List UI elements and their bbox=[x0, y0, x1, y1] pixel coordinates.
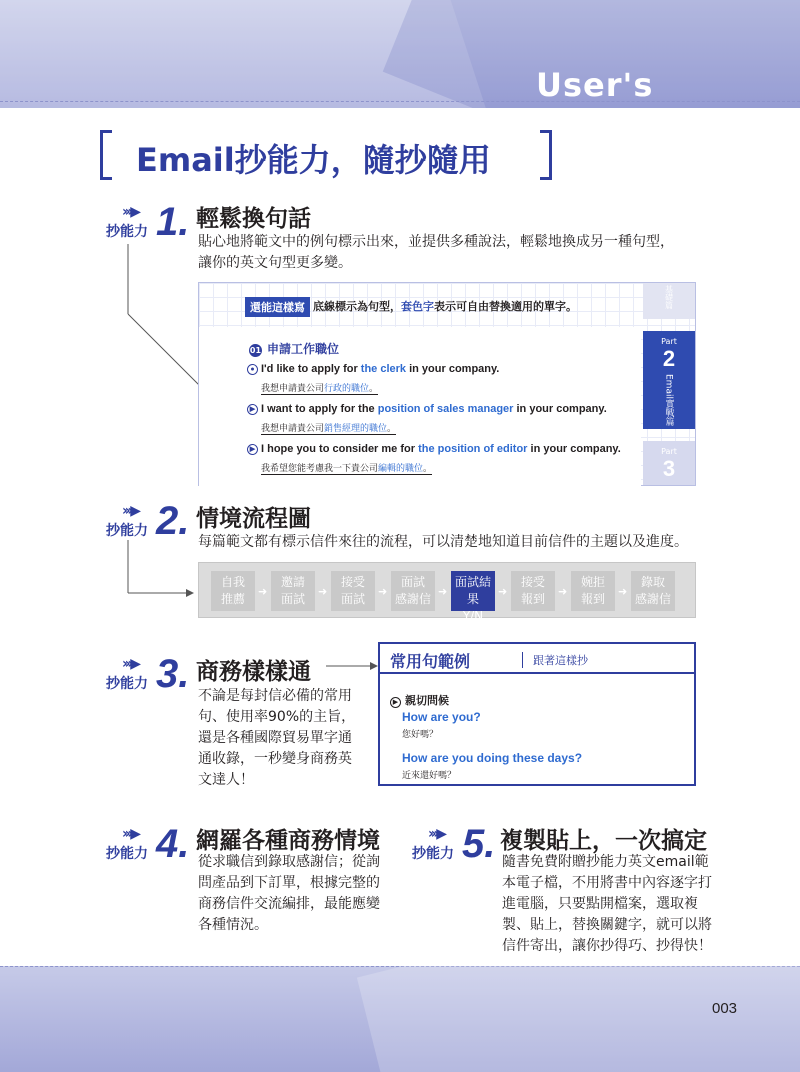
feature-5-cap: 抄能力 bbox=[412, 846, 454, 862]
feature-5-number: 5. bbox=[462, 822, 496, 866]
feature-1-heading: 輕鬆換句話 bbox=[196, 206, 311, 232]
flow-arrow-icon: ➜ bbox=[438, 585, 448, 598]
feature-2-desc: 每篇範文都有標示信件來往的流程，可以清楚地知道目前信件的主題以及進度。 bbox=[198, 534, 688, 550]
flow-step: 錄取 感謝信 bbox=[631, 571, 675, 611]
page-title-frame bbox=[100, 130, 560, 180]
feature-5-desc-line: 本電子檔，不用將書中內容逐字打 bbox=[502, 875, 712, 891]
play-icon: ▶ bbox=[247, 404, 258, 415]
flow-step: 面試 感謝信 bbox=[391, 571, 435, 611]
flow-chart bbox=[198, 562, 696, 623]
rewrite-label: 還能這樣寫 bbox=[245, 297, 310, 317]
phrase-category: ▶ 親切問候 bbox=[390, 692, 449, 708]
section-heading: 01 申請工作職位 bbox=[249, 342, 340, 356]
header-band bbox=[0, 0, 800, 108]
feature-4-heading: 網羅各種商務情境 bbox=[196, 828, 380, 854]
flow-step: 接受 報到 bbox=[511, 571, 555, 611]
flow-arrow-icon: ➜ bbox=[498, 585, 508, 598]
feature-4-number: 4. bbox=[156, 822, 190, 866]
feature-4-desc-line: 從求職信到錄取感謝信；從詢 bbox=[198, 854, 380, 870]
feature-4-cap: 抄能力 bbox=[106, 846, 148, 862]
phrase-chinese: 您好嗎？ bbox=[402, 730, 439, 740]
feature-4-desc-line: 商務信件交流編排，最能應變 bbox=[198, 896, 380, 912]
example-translation: 我希望您能考慮我一下貴公司編輯的職位。 bbox=[261, 461, 432, 475]
feature-4-desc bbox=[198, 852, 380, 936]
chevrons-icon: ›››▶ bbox=[122, 204, 139, 220]
page-title: Email抄能力，隨抄隨用 bbox=[136, 141, 491, 179]
feature-3-heading: 商務樣樣通 bbox=[196, 659, 311, 685]
phrase-chinese: 近來還好嗎？ bbox=[402, 771, 457, 781]
flow-step: 婉拒 報到 bbox=[571, 571, 615, 611]
tab-part-3: Part 3 bbox=[643, 441, 695, 485]
feature-3-desc-line: 句、使用率90%的主旨， bbox=[198, 709, 356, 725]
feature-5-desc-line: 隨書免費附贈抄能力英文email範 bbox=[502, 854, 709, 870]
phrase-english: How are you? bbox=[402, 710, 481, 724]
common-phrases-subtitle: 跟著這樣抄 bbox=[522, 652, 588, 668]
feature-1-cap: 抄能力 bbox=[106, 224, 148, 240]
feature-1-desc-line: 讓你的英文句型更多變。 bbox=[198, 255, 352, 271]
tab-part-2: Part 2 Email實戰篇 bbox=[643, 331, 695, 429]
footer-band bbox=[0, 966, 800, 1072]
feature-3-cap: 抄能力 bbox=[106, 676, 148, 692]
radio-icon: ● bbox=[247, 364, 258, 375]
tab-part-1: 基礎篇 bbox=[643, 283, 695, 319]
example-sentence: ▶ I hope you to consider me for the position of editor in your company. bbox=[247, 443, 621, 455]
flow-step: 自我 推薦 bbox=[211, 571, 255, 611]
feature-1-number: 1. bbox=[156, 200, 190, 244]
chevrons-icon: ›››▶ bbox=[122, 503, 139, 519]
example-sentence: ▶ I want to apply for the position of sales manager in your company. bbox=[247, 403, 607, 415]
feature-3-number: 3. bbox=[156, 652, 190, 696]
feature-4-desc-line: 問產品到下訂單，根據完整的 bbox=[198, 875, 380, 891]
feature-3-desc-line: 文達人！ bbox=[198, 772, 254, 788]
bracket-right bbox=[540, 130, 552, 180]
feature-3-desc-line: 通收錄，一秒變身商務英 bbox=[198, 751, 352, 767]
flow-step-active: 面試結果 Y/N bbox=[451, 571, 495, 611]
feature-3-desc-line: 不論是每封信必備的常用 bbox=[198, 688, 352, 704]
feature-5-heading: 複製貼上，一次搞定 bbox=[500, 828, 707, 854]
rewrite-hint: 底線標示為句型，套色字表示可自由替換適用的單字。 bbox=[313, 300, 577, 313]
example-sentence: ● I'd like to apply for the clerk in your company. bbox=[247, 363, 499, 375]
feature-1-desc-line: 貼心地將範文中的例句標示出來，並提供多種說法，輕鬆地換成另一種句型， bbox=[198, 234, 674, 250]
feature-5-desc-line: 進電腦，只要點開檔案，選取複 bbox=[502, 896, 698, 912]
feature-2-number: 2. bbox=[156, 499, 190, 543]
flow-step: 邀請 面試 bbox=[271, 571, 315, 611]
feature-4-desc-line: 各種情況。 bbox=[198, 917, 268, 933]
common-phrases-header bbox=[380, 644, 694, 674]
flow-arrow-icon: ➜ bbox=[318, 585, 328, 598]
bracket-left bbox=[100, 130, 112, 180]
play-icon: ▶ bbox=[390, 697, 401, 708]
header-title: User's Guide bbox=[536, 66, 654, 142]
example-rewrite-panel bbox=[198, 282, 696, 486]
play-icon: ▶ bbox=[247, 444, 258, 455]
flow-arrow-icon: ➜ bbox=[618, 585, 628, 598]
feature-2-cap: 抄能力 bbox=[106, 523, 148, 539]
common-phrases-title: 常用句範例 bbox=[390, 652, 471, 671]
flow-arrow-icon: ➜ bbox=[558, 585, 568, 598]
common-phrases-box bbox=[378, 642, 696, 786]
chevrons-icon: ›››▶ bbox=[122, 656, 139, 672]
chevrons-icon: ›››▶ bbox=[428, 826, 445, 842]
feature-3-desc-line: 還是各種國際貿易單字通 bbox=[198, 730, 352, 746]
part-tabs bbox=[641, 283, 697, 487]
flow-arrow-icon: ➜ bbox=[378, 585, 388, 598]
connector-arrow-3 bbox=[326, 660, 380, 672]
connector-arrow-2 bbox=[120, 540, 200, 600]
chevrons-icon: ›››▶ bbox=[122, 826, 139, 842]
flow-step: 接受 面試 bbox=[331, 571, 375, 611]
feature-1-desc bbox=[198, 232, 674, 274]
page-number: 003 bbox=[712, 1000, 738, 1017]
example-translation: 我想申請貴公司行政的職位。 bbox=[261, 381, 378, 395]
flow-arrow-icon: ➜ bbox=[258, 585, 268, 598]
feature-2-heading: 情境流程圖 bbox=[196, 506, 311, 532]
example-translation: 我想申請貴公司銷售經理的職位。 bbox=[261, 421, 396, 435]
feature-5-desc-line: 信件寄出，讓你抄得巧、抄得快！ bbox=[502, 938, 712, 954]
feature-5-desc-line: 製、貼上，替換關鍵字，就可以將 bbox=[502, 917, 712, 933]
feature-3-desc bbox=[198, 686, 355, 791]
feature-5-desc bbox=[502, 852, 712, 957]
phrase-english: How are you doing these days? bbox=[402, 751, 583, 765]
